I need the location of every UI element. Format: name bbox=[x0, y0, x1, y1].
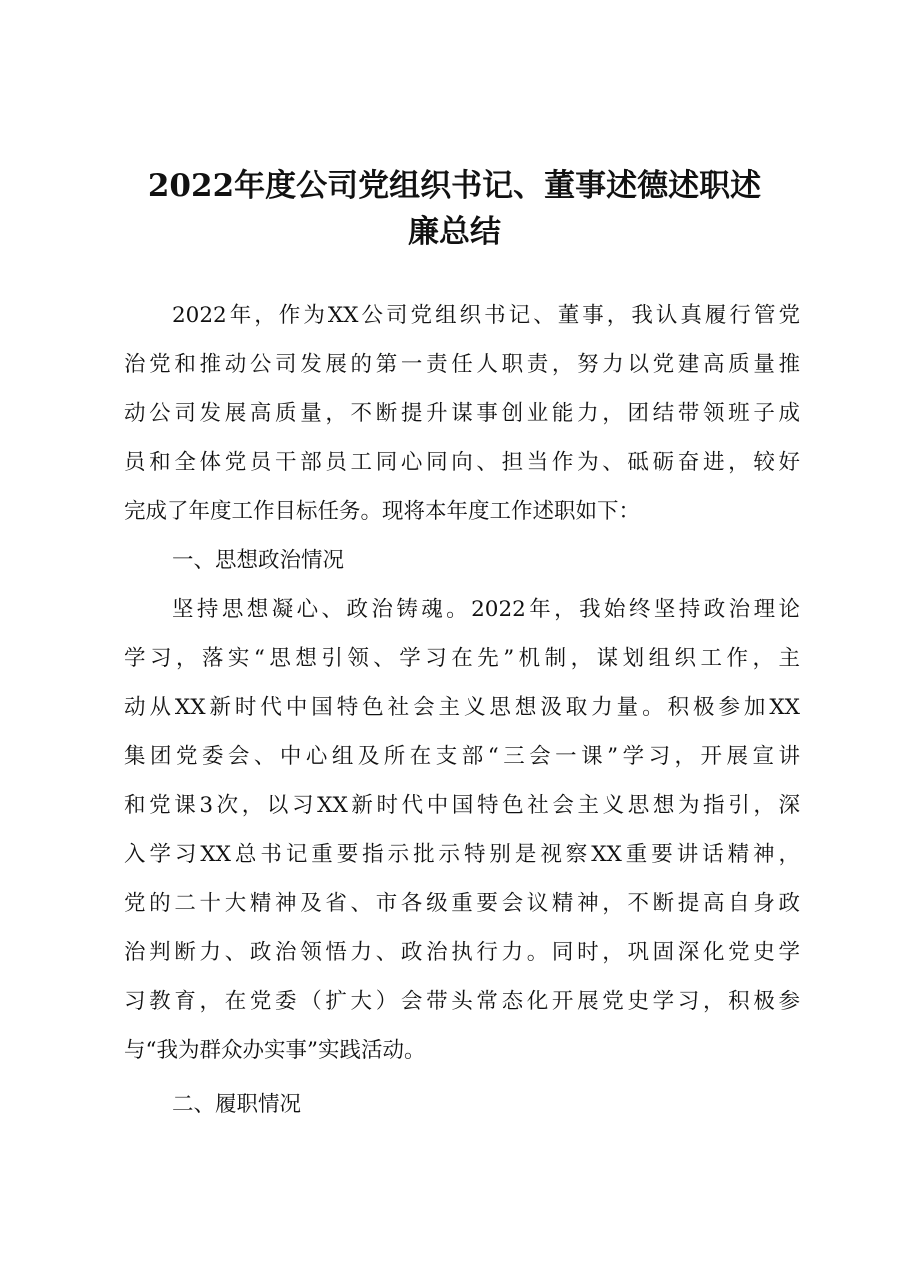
section-1-line-6: 入学习XX总书记重要指示批示特别是视察XX重要讲话精神， bbox=[124, 842, 800, 867]
section-2-heading: 二、履职情况 bbox=[172, 1092, 302, 1117]
intro-line-4: 员和全体党员干部员工同心同向、担当作为、砥砺奋进，较好 bbox=[124, 450, 800, 475]
section-1-line-2: 学习，落实“思想引领、学习在先”机制，谋划组织工作，主 bbox=[124, 646, 800, 671]
intro-line-2: 治党和推动公司发展的第一责任人职责，努力以党建高质量推 bbox=[124, 352, 800, 377]
section-1-line-1: 坚持思想凝心、政治铸魂。2022年，我始终坚持政治理论 bbox=[172, 597, 800, 622]
section-1-line-4: 集团党委会、中心组及所在支部“三会一课”学习，开展宣讲 bbox=[124, 744, 800, 769]
section-1-line-8: 治判断力、政治领悟力、政治执行力。同时，巩固深化党史学 bbox=[124, 940, 800, 965]
intro-line-5: 完成了年度工作目标任务。现将本年度工作述职如下： bbox=[124, 499, 641, 524]
document-title-line-2: 廉总结 bbox=[408, 214, 501, 250]
section-1-heading: 一、思想政治情况 bbox=[172, 548, 345, 573]
section-1-line-10: 与“我为群众办实事”实践活动。 bbox=[124, 1038, 426, 1063]
section-1-line-5: 和党课3次，以习XX新时代中国特色社会主义思想为指引，深 bbox=[124, 793, 800, 818]
intro-line-3: 动公司发展高质量，不断提升谋事创业能力，团结带领班子成 bbox=[124, 401, 800, 426]
section-1-line-7: 党的二十大精神及省、市各级重要会议精神，不断提高自身政 bbox=[124, 891, 800, 916]
intro-line-1: 2022年，作为XX公司党组织书记、董事，我认真履行管党 bbox=[172, 303, 800, 328]
section-1-line-3: 动从XX新时代中国特色社会主义思想汲取力量。积极参加XX bbox=[124, 695, 800, 720]
document-title-line-1: 2022年度公司党组织书记、董事述德述职述 bbox=[147, 168, 762, 204]
section-1-line-9: 习教育，在党委（扩大）会带头常态化开展党史学习，积极参 bbox=[124, 989, 800, 1014]
